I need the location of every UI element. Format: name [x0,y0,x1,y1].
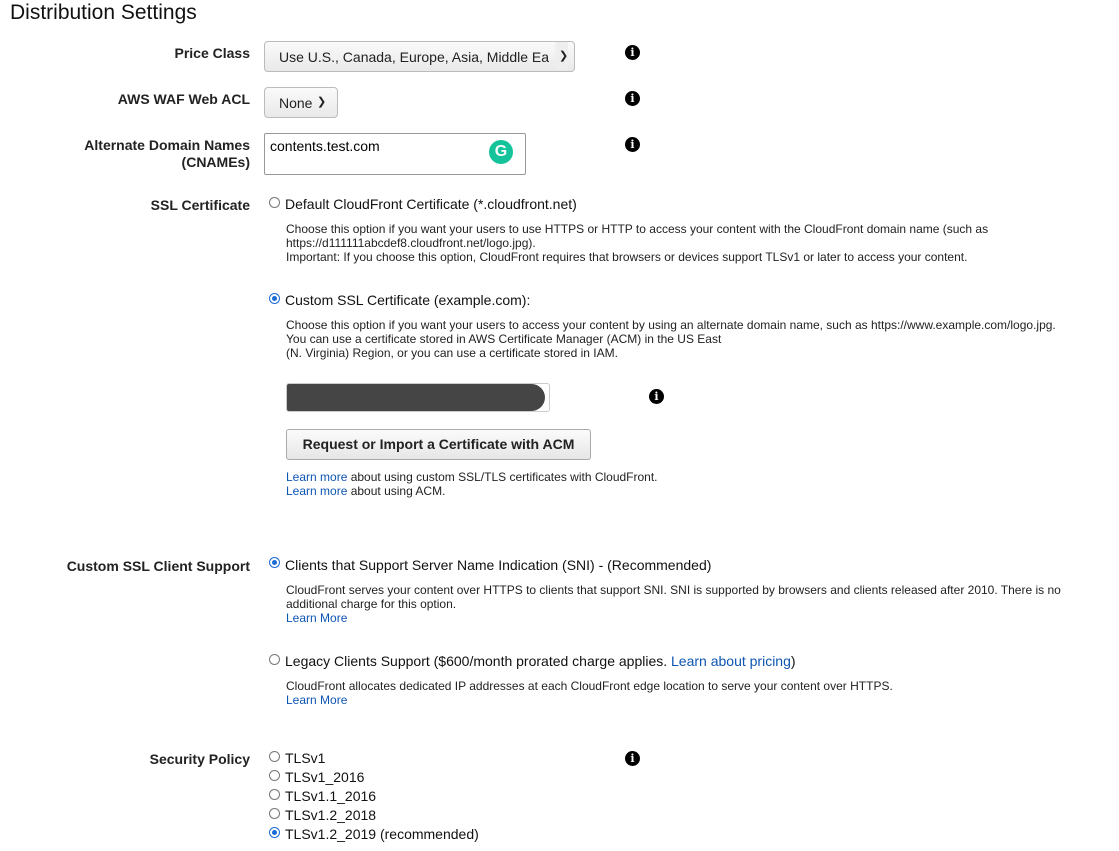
custom-cert-radio[interactable] [269,293,280,304]
waf-label: AWS WAF Web ACL [117,91,250,107]
learn-more-ssl-line: Learn more about using custom SSL/TLS certificates with CloudFront. [286,470,658,484]
tlsv1-1-2016-radio[interactable] [269,789,280,800]
certificate-input[interactable] [286,383,550,412]
sni-desc-1: CloudFront serves your content over HTTPS to clients that support SNI. SNI is supported by browsers and clients released after 2010. There is no [286,583,1061,597]
legacy-label: Legacy Clients Support ($600/month prorated charge applies. Learn about pricing) [285,653,796,669]
tlsv1-2-2019-label: TLSv1.2_2019 (recommended) [285,826,479,842]
legacy-desc: CloudFront allocates dedicated IP addresses at each CloudFront edge location to serve your content over HTTPS. [286,679,893,693]
sni-radio[interactable] [269,557,280,568]
info-icon[interactable]: i [649,389,664,404]
legacy-learn-more-link[interactable]: Learn More [286,693,348,707]
default-cert-label: Default CloudFront Certificate (*.cloudfront.net) [285,196,577,212]
tlsv1-2016-radio[interactable] [269,770,280,781]
page-title: Distribution Settings [10,1,197,24]
legacy-radio[interactable] [269,654,280,665]
grammarly-icon[interactable]: G [489,140,513,164]
chevron-down-icon: ❯ [553,42,568,70]
price-class-select[interactable] [264,41,575,72]
request-certificate-button[interactable]: Request or Import a Certificate with ACM [286,429,591,460]
tlsv1-2016-label: TLSv1_2016 [285,769,365,785]
learn-more-ssl-link[interactable]: Learn more [286,470,348,484]
custom-cert-label: Custom SSL Certificate (example.com): [285,292,531,308]
tlsv1-2-2018-label: TLSv1.2_2018 [285,807,377,823]
cnames-label: Alternate Domain Names (CNAMEs) [84,137,250,170]
default-cert-desc-1: Choose this option if you want your users to use HTTPS or HTTP to access your content with the CloudFront domain name (such as [286,222,989,236]
learn-about-pricing-link[interactable]: Learn about pricing [671,653,791,669]
custom-cert-desc-2: You can use a certificate stored in AWS Certificate Manager (ACM) in the US East [286,332,722,346]
default-cert-desc-2: https://d111111abcdef8.cloudfront.net/logo.jpg). [286,236,536,250]
redacted-certificate [287,384,545,411]
cnames-textarea[interactable] [264,133,526,175]
tlsv1-2-2018-radio[interactable] [269,808,280,819]
info-icon[interactable]: i [625,45,640,60]
learn-more-acm-link[interactable]: Learn more [286,484,348,498]
tlsv1-1-2016-label: TLSv1.1_2016 [285,788,377,804]
custom-cert-desc-3: (N. Virginia) Region, or you can use a certificate stored in IAM. [286,346,618,360]
info-icon[interactable]: i [625,751,640,766]
cnames-value: contents.test.com [270,138,380,154]
default-cert-radio[interactable] [269,197,280,208]
price-class-value: Use U.S., Canada, Europe, Asia, Middle Ea [279,49,550,65]
tlsv1-2-2019-radio[interactable] [269,827,280,838]
sni-desc-2: additional charge for this option. [286,597,457,611]
learn-more-acm-line: Learn more about using ACM. [286,484,446,498]
price-class-label: Price Class [174,45,250,61]
ssl-certificate-label: SSL Certificate [150,197,250,213]
waf-value: None [279,95,313,111]
info-icon[interactable]: i [625,91,640,106]
custom-cert-desc-1: Choose this option if you want your users to access your content by using an alternate domain name, such as https://www.example.com/logo.jpg. [286,318,1056,332]
client-support-label: Custom SSL Client Support [66,558,250,574]
info-icon[interactable]: i [625,137,640,152]
waf-select[interactable] [264,87,338,118]
default-cert-desc-3: Important: If you choose this option, CloudFront requires that browsers or devices support TLSv1 or later to access your content. [286,250,968,264]
sni-learn-more-link[interactable]: Learn More [286,611,348,625]
sni-label: Clients that Support Server Name Indication (SNI) - (Recommended) [285,557,712,573]
chevron-down-icon: ❯ [317,96,327,108]
tlsv1-label: TLSv1 [285,750,326,766]
security-policy-label: Security Policy [149,751,250,767]
tlsv1-radio[interactable] [269,751,280,762]
